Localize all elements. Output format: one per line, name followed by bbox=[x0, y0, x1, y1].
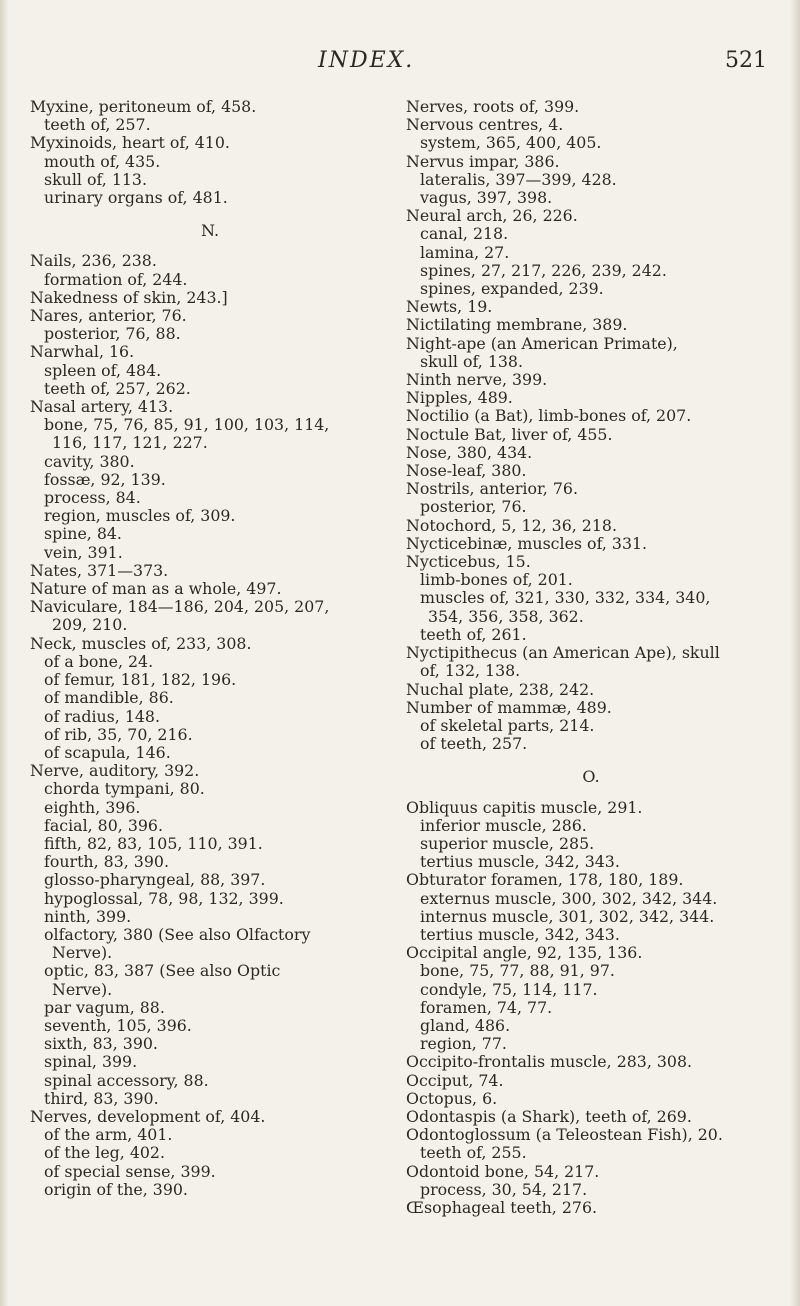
index-subentry: eighth, 396. bbox=[44, 797, 141, 817]
index-entry: Nose, 380, 434. bbox=[406, 442, 533, 462]
index-subentry: superior muscle, 285. bbox=[420, 833, 595, 853]
index-subentry: sixth, 83, 390. bbox=[44, 1034, 158, 1054]
index-entry: Nuchal plate, 238, 242. bbox=[406, 679, 595, 699]
index-subentry: externus muscle, 300, 302, 342, 344. bbox=[420, 888, 718, 908]
index-subentry: canal, 218. bbox=[420, 224, 509, 244]
index-entry: Œsophageal teeth, 276. bbox=[406, 1197, 598, 1217]
index-entry: Occipital angle, 92, 135, 136. bbox=[406, 943, 643, 963]
index-entry: Nictilating membrane, 389. bbox=[406, 315, 628, 335]
section-letter: O. bbox=[582, 767, 600, 787]
index-entry: Myxinoids, heart of, 410. bbox=[30, 133, 230, 153]
index-subentry: of the leg, 402. bbox=[44, 1143, 165, 1163]
page-right-shadow bbox=[790, 0, 800, 1306]
page-number: 521 bbox=[725, 48, 767, 73]
index-subentry: of scapula, 146. bbox=[44, 742, 171, 762]
index-subentry: spleen of, 484. bbox=[44, 360, 162, 380]
index-entry: Nipples, 489. bbox=[406, 388, 513, 408]
index-subentry: mouth of, 435. bbox=[44, 151, 161, 171]
index-subentry: tertius muscle, 342, 343. bbox=[420, 852, 620, 872]
page-left-shadow bbox=[0, 0, 8, 1306]
index-entry: Nates, 371—373. bbox=[30, 560, 169, 580]
index-entry: Obturator foramen, 178, 180, 189. bbox=[406, 870, 684, 890]
index-entry: Neural arch, 26, 226. bbox=[406, 206, 578, 226]
index-entry: Nervus impar, 386. bbox=[406, 151, 560, 171]
index-entry: Nyctipithecus (an American Ape), skull bbox=[406, 643, 720, 663]
index-subentry: tertius muscle, 342, 343. bbox=[420, 924, 620, 944]
index-entry: Number of mammæ, 489. bbox=[406, 697, 612, 717]
index-subentry: facial, 80, 396. bbox=[44, 815, 163, 835]
index-entry: Nycticebus, 15. bbox=[406, 552, 531, 572]
index-subentry: bone, 75, 76, 85, 91, 100, 103, 114, bbox=[44, 415, 330, 435]
index-subentry: 354, 356, 358, 362. bbox=[428, 606, 584, 626]
index-subentry: lateralis, 397—399, 428. bbox=[420, 169, 617, 189]
index-entry: Naviculare, 184—186, 204, 205, 207, bbox=[30, 597, 330, 617]
running-title: INDEX. bbox=[318, 48, 415, 73]
index-subentry: spines, expanded, 239. bbox=[420, 279, 604, 299]
index-entry: Nails, 236, 238. bbox=[30, 251, 157, 271]
index-subentry: of skeletal parts, 214. bbox=[420, 715, 595, 735]
index-subentry: condyle, 75, 114, 117. bbox=[420, 979, 598, 999]
index-subentry: Nerve). bbox=[52, 943, 113, 963]
index-subentry: spines, 27, 217, 226, 239, 242. bbox=[420, 260, 667, 280]
index-entry: Nostrils, anterior, 76. bbox=[406, 479, 578, 499]
index-subentry: fifth, 82, 83, 105, 110, 391. bbox=[44, 833, 263, 853]
index-subentry: spinal, 399. bbox=[44, 1052, 138, 1072]
index-subentry: inferior muscle, 286. bbox=[420, 815, 587, 835]
index-subentry: teeth of, 257, 262. bbox=[44, 378, 191, 398]
index-subentry: third, 83, 390. bbox=[44, 1088, 159, 1108]
index-subentry: region, 77. bbox=[420, 1034, 507, 1054]
index-entry: Nerves, development of, 404. bbox=[30, 1106, 266, 1126]
index-subentry: cavity, 380. bbox=[44, 451, 135, 471]
index-entry: Obliquus capitis muscle, 291. bbox=[406, 797, 643, 817]
index-subentry: foramen, 74, 77. bbox=[420, 997, 553, 1017]
index-subentry: of femur, 181, 182, 196. bbox=[44, 670, 237, 690]
index-subentry: 209, 210. bbox=[52, 615, 128, 635]
index-entry: Occiput, 74. bbox=[406, 1070, 504, 1090]
index-subentry: urinary organs of, 481. bbox=[44, 188, 228, 208]
index-entry: Nerve, auditory, 392. bbox=[30, 761, 200, 781]
index-subentry: of teeth, 257. bbox=[420, 734, 528, 754]
index-subentry: fossæ, 92, 139. bbox=[44, 469, 166, 489]
index-subentry: fourth, 83, 390. bbox=[44, 852, 169, 872]
index-entry: Nose-leaf, 380. bbox=[406, 461, 527, 481]
index-subentry: ninth, 399. bbox=[44, 906, 132, 926]
index-subentry: of the arm, 401. bbox=[44, 1125, 173, 1145]
index-entry: Newts, 19. bbox=[406, 297, 493, 317]
index-subentry: hypoglossal, 78, 98, 132, 399. bbox=[44, 888, 284, 908]
index-entry: Narwhal, 16. bbox=[30, 342, 135, 362]
index-entry: Nares, anterior, 76. bbox=[30, 306, 187, 326]
index-subentry: skull of, 138. bbox=[420, 351, 523, 371]
index-subentry: of rib, 35, 70, 216. bbox=[44, 724, 193, 744]
index-subentry: lamina, 27. bbox=[420, 242, 510, 262]
index-subentry: teeth of, 255. bbox=[420, 1143, 527, 1163]
index-subentry: posterior, 76. bbox=[420, 497, 527, 517]
index-subentry: region, muscles of, 309. bbox=[44, 506, 236, 526]
index-entry: Noctilio (a Bat), limb-bones of, 207. bbox=[406, 406, 692, 426]
index-subentry: of a bone, 24. bbox=[44, 651, 154, 671]
index-entry: Nycticebinæ, muscles of, 331. bbox=[406, 533, 648, 553]
index-subentry: gland, 486. bbox=[420, 1015, 511, 1035]
index-subentry: internus muscle, 301, 302, 342, 344. bbox=[420, 906, 715, 926]
index-subentry: 116, 117, 121, 227. bbox=[52, 433, 208, 453]
index-subentry: posterior, 76, 88. bbox=[44, 324, 181, 344]
index-column-left bbox=[30, 98, 390, 1199]
index-subentry: bone, 75, 77, 88, 91, 97. bbox=[420, 961, 615, 981]
index-subentry: seventh, 105, 396. bbox=[44, 1015, 192, 1035]
index-subentry: spinal accessory, 88. bbox=[44, 1070, 209, 1090]
index-subentry: process, 84. bbox=[44, 488, 141, 508]
section-letter: N. bbox=[200, 221, 220, 241]
index-entry: Nasal artery, 413. bbox=[30, 397, 174, 417]
index-subentry: optic, 83, 387 (See also Optic bbox=[44, 961, 281, 981]
index-subentry: chorda tympani, 80. bbox=[44, 779, 205, 799]
index-subentry: vein, 391. bbox=[44, 542, 123, 562]
index-entry: Ninth nerve, 399. bbox=[406, 370, 548, 390]
index-entry: Odontoglossum (a Teleostean Fish), 20. bbox=[406, 1125, 723, 1145]
index-subentry: origin of the, 390. bbox=[44, 1179, 188, 1199]
index-subentry: limb-bones of, 201. bbox=[420, 570, 573, 590]
index-entry: Octopus, 6. bbox=[406, 1088, 498, 1108]
page-header bbox=[0, 48, 800, 78]
index-entry: Odontaspis (a Shark), teeth of, 269. bbox=[406, 1106, 692, 1126]
index-subentry: muscles of, 321, 330, 332, 334, 340, bbox=[420, 588, 711, 608]
index-subentry: vagus, 397, 398. bbox=[420, 188, 553, 208]
index-entry: Nakedness of skin, 243.] bbox=[30, 287, 228, 307]
index-subentry: teeth of, 261. bbox=[420, 624, 527, 644]
index-subentry: olfactory, 380 (See also Olfactory bbox=[44, 924, 311, 944]
index-entry: Neck, muscles of, 233, 308. bbox=[30, 633, 252, 653]
index-subentry: system, 365, 400, 405. bbox=[420, 133, 602, 153]
index-subentry: of special sense, 399. bbox=[44, 1161, 216, 1181]
index-subentry: teeth of, 257. bbox=[44, 115, 151, 135]
index-subentry: Nerve). bbox=[52, 979, 113, 999]
index-subentry: of radius, 148. bbox=[44, 706, 161, 726]
index-subentry: formation of, 244. bbox=[44, 269, 188, 289]
index-entry: Nerves, roots of, 399. bbox=[406, 97, 580, 116]
index-subentry: of mandible, 86. bbox=[44, 688, 174, 708]
index-subentry: process, 30, 54, 217. bbox=[420, 1179, 588, 1199]
index-entry: Noctule Bat, liver of, 455. bbox=[406, 424, 613, 444]
index-subentry: par vagum, 88. bbox=[44, 997, 165, 1017]
index-subentry: of, 132, 138. bbox=[420, 661, 521, 681]
index-entry: Notochord, 5, 12, 36, 218. bbox=[406, 515, 617, 535]
index-subentry: spine, 84. bbox=[44, 524, 122, 544]
index-entry: Myxine, peritoneum of, 458. bbox=[30, 97, 257, 116]
index-entry: Night-ape (an American Primate), bbox=[406, 333, 678, 353]
index-column-right bbox=[406, 98, 776, 1217]
index-entry: Nervous centres, 4. bbox=[406, 115, 564, 135]
index-subentry: skull of, 113. bbox=[44, 169, 147, 189]
index-entry: Occipito-frontalis muscle, 283, 308. bbox=[406, 1052, 693, 1072]
index-entry: Nature of man as a whole, 497. bbox=[30, 579, 282, 599]
index-entry: Odontoid bone, 54, 217. bbox=[406, 1161, 600, 1181]
index-subentry: glosso-pharyngeal, 88, 397. bbox=[44, 870, 266, 890]
